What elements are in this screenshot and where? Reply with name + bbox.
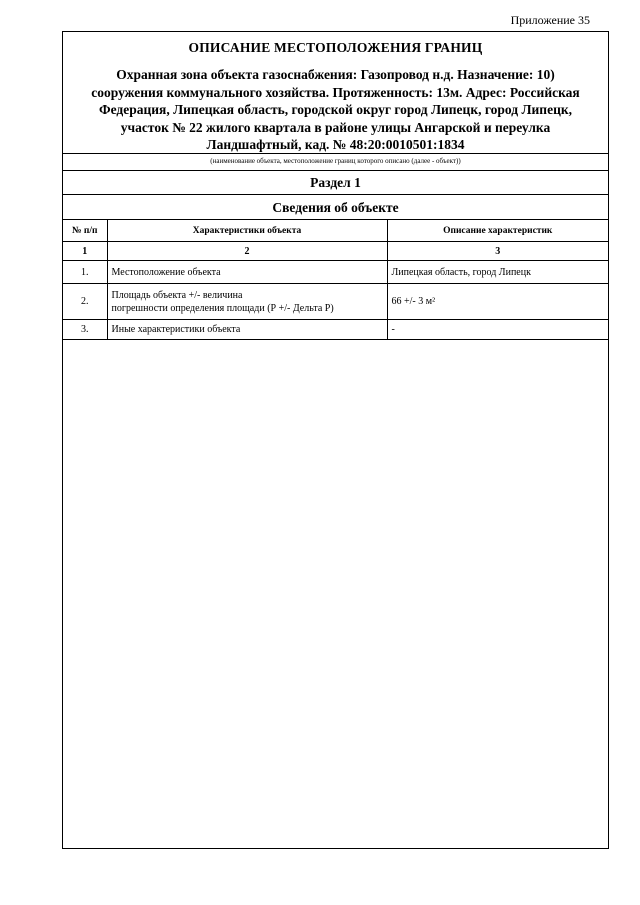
object-line: Охранная зона объекта газоснабжения: Газопровод н.д. Назначение: 10) bbox=[116, 67, 555, 82]
info-title: Сведения об объекте bbox=[63, 195, 608, 220]
col-number: 1 bbox=[63, 242, 107, 261]
document-frame bbox=[62, 31, 609, 849]
table-row bbox=[63, 320, 608, 340]
col-number: 3 bbox=[387, 242, 608, 261]
table-row bbox=[63, 284, 608, 320]
object-line: участок № 22 жилого квартала в районе улицы Ангарской и переулка bbox=[120, 119, 551, 135]
row-characteristic bbox=[107, 284, 387, 320]
document-title: ОПИСАНИЕ МЕСТОПОЛОЖЕНИЯ ГРАНИЦ bbox=[188, 40, 483, 55]
title-block bbox=[63, 32, 608, 154]
row-description: Липецкая область, город Липецк bbox=[387, 261, 608, 284]
header-description: Описание характеристик bbox=[387, 220, 608, 242]
header-number: № п/п bbox=[63, 220, 107, 242]
object-description bbox=[63, 66, 608, 154]
col-number: 2 bbox=[107, 242, 387, 261]
table-header-row bbox=[63, 220, 608, 242]
column-number-row bbox=[63, 242, 608, 261]
object-properties-table bbox=[63, 220, 608, 340]
header-characteristic: Характеристики объекта bbox=[107, 220, 387, 242]
object-line: Федерация, Липецкая область, городской округ город Липецк, город Липецк, bbox=[98, 102, 573, 117]
table-row bbox=[63, 261, 608, 284]
row-characteristic: Иные характеристики объекта bbox=[107, 320, 387, 340]
section-title: Раздел 1 bbox=[63, 171, 608, 195]
row-characteristic: Местоположение объекта bbox=[107, 261, 387, 284]
appendix-label: Приложение 35 bbox=[510, 13, 590, 27]
row-characteristic-line: погрешности определения площади (Р +/- Дельта Р) bbox=[111, 302, 334, 314]
row-characteristic-line: Площадь объекта +/- величина bbox=[111, 289, 243, 301]
object-line: Ландшафтный, кад. № 48:20:0010501:1834 bbox=[206, 137, 465, 152]
row-number: 1. bbox=[63, 261, 107, 284]
row-description: 66 +/- 3 м² bbox=[387, 284, 608, 320]
row-number: 3. bbox=[63, 320, 107, 340]
object-caption: (наименование объекта, местоположение границ которого описано (далее - объект)) bbox=[63, 154, 608, 171]
row-description: - bbox=[387, 320, 608, 340]
object-line: сооружения коммунального хозяйства. Протяженность: 13м. Адрес: Российская bbox=[91, 84, 580, 100]
row-number: 2. bbox=[63, 284, 107, 320]
